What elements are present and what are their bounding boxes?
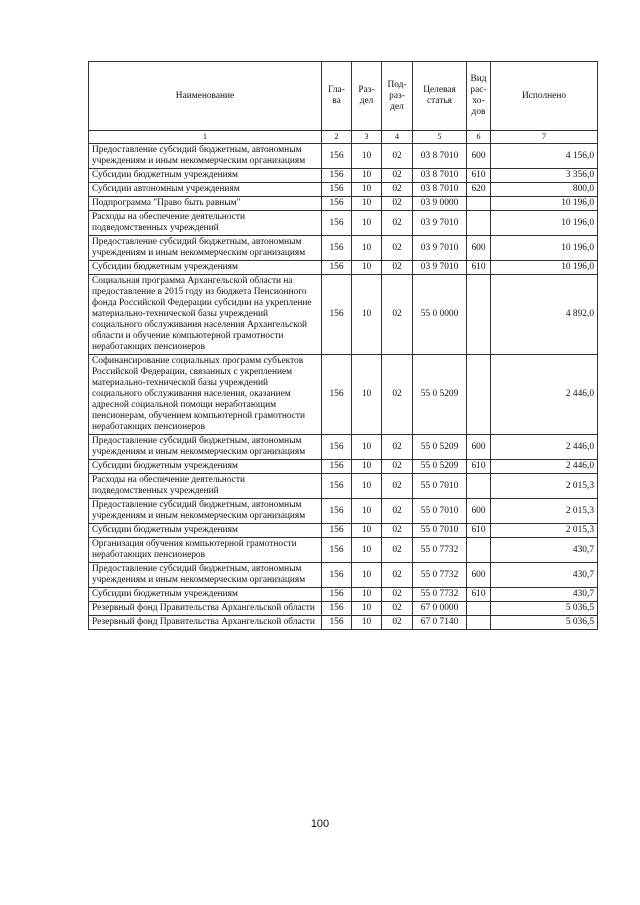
cell-name: Социальная программа Архангельской области на предоставление в 2015 году из бюджета Пенсионного фонда Российской Федерации субсидии на укрепление материально-технической базы учреждений социального обслуживания населения Архангельской области и обучение компьютерной грамотности неработающих пенсионеров [89,275,322,355]
cell-subsection: 02 [382,275,413,355]
table-row [89,144,598,169]
column-number: 6 [467,131,491,144]
header-section: Раз- дел [352,62,382,131]
cell-section: 10 [352,211,382,236]
cell-name: Резервный фонд Правительства Архангельской области [89,602,322,616]
cell-chapter: 156 [322,261,352,275]
table-row [89,460,598,474]
cell-chapter: 156 [322,616,352,630]
cell-executed: 2 446,0 [491,435,598,460]
cell-target: 55 0 5209 [413,460,467,474]
cell-subsection: 02 [382,236,413,261]
cell-subsection: 02 [382,538,413,563]
cell-target: 55 0 5209 [413,435,467,460]
cell-chapter: 156 [322,435,352,460]
cell-section: 10 [352,183,382,197]
cell-chapter: 156 [322,524,352,538]
cell-target: 03 8 7010 [413,169,467,183]
column-number: 7 [491,131,598,144]
cell-name: Предоставление субсидий бюджетным, автономным учреждениям и иным некоммерческим организациям [89,144,322,169]
table-row [89,261,598,275]
cell-subsection: 02 [382,499,413,524]
cell-expense-type: 620 [467,183,491,197]
table-body [89,144,598,630]
table-row [89,616,598,630]
cell-chapter: 156 [322,602,352,616]
cell-chapter: 156 [322,236,352,261]
cell-subsection: 02 [382,616,413,630]
cell-name: Субсидии автономным учреждениям [89,183,322,197]
cell-subsection: 02 [382,144,413,169]
cell-name: Предоставление субсидий бюджетным, автономным учреждениям и иным некоммерческим организациям [89,435,322,460]
header-subsection: Под- раз- дел [382,62,413,131]
cell-executed: 10 196,0 [491,211,598,236]
table-row [89,355,598,435]
cell-subsection: 02 [382,563,413,588]
cell-executed: 3 356,0 [491,169,598,183]
cell-expense-type: 610 [467,169,491,183]
column-number: 5 [413,131,467,144]
header-chapter: Гла- ва [322,62,352,131]
cell-expense-type: 600 [467,563,491,588]
cell-subsection: 02 [382,460,413,474]
cell-name: Субсидии бюджетным учреждениям [89,524,322,538]
cell-subsection: 02 [382,183,413,197]
cell-target: 55 0 7732 [413,563,467,588]
cell-section: 10 [352,144,382,169]
cell-name: Субсидии бюджетным учреждениям [89,169,322,183]
cell-expense-type: 610 [467,460,491,474]
cell-chapter: 156 [322,183,352,197]
cell-expense-type: 610 [467,524,491,538]
cell-subsection: 02 [382,524,413,538]
cell-target: 67 0 0000 [413,602,467,616]
cell-section: 10 [352,588,382,602]
table-row [89,236,598,261]
cell-target: 03 8 7010 [413,183,467,197]
cell-subsection: 02 [382,355,413,435]
cell-chapter: 156 [322,474,352,499]
cell-target: 55 0 7732 [413,538,467,563]
cell-subsection: 02 [382,435,413,460]
cell-expense-type [467,355,491,435]
header-expense-type: Вид рас- хо- дов [467,62,491,131]
column-number: 4 [382,131,413,144]
cell-executed: 430,7 [491,538,598,563]
cell-expense-type [467,275,491,355]
cell-chapter: 156 [322,355,352,435]
cell-executed: 4 892,0 [491,275,598,355]
cell-subsection: 02 [382,211,413,236]
column-number: 2 [322,131,352,144]
table-row [89,602,598,616]
cell-name: Предоставление субсидий бюджетным, автономным учреждениям и иным некоммерческим организациям [89,563,322,588]
cell-section: 10 [352,169,382,183]
header-row [89,62,598,131]
cell-executed: 10 196,0 [491,236,598,261]
cell-chapter: 156 [322,169,352,183]
table-row [89,169,598,183]
cell-expense-type [467,197,491,211]
cell-chapter: 156 [322,538,352,563]
cell-name: Предоставление субсидий бюджетным, автономным учреждениям и иным некоммерческим организациям [89,499,322,524]
cell-target: 03 9 7010 [413,211,467,236]
header-name: Наименование [89,62,322,131]
cell-section: 10 [352,499,382,524]
cell-name: Расходы на обеспечение деятельности подведомственных учреждений [89,474,322,499]
cell-section: 10 [352,616,382,630]
cell-name: Субсидии бюджетным учреждениям [89,460,322,474]
cell-executed: 2 015,3 [491,524,598,538]
cell-target: 03 9 7010 [413,261,467,275]
cell-target: 55 0 7732 [413,588,467,602]
table-row [89,435,598,460]
cell-chapter: 156 [322,563,352,588]
cell-target: 03 9 0000 [413,197,467,211]
table-row [89,474,598,499]
cell-subsection: 02 [382,474,413,499]
cell-expense-type: 610 [467,261,491,275]
cell-name: Подпрограмма "Право быть равным" [89,197,322,211]
cell-subsection: 02 [382,602,413,616]
cell-name: Субсидии бюджетным учреждениям [89,261,322,275]
cell-target: 55 0 7010 [413,524,467,538]
cell-expense-type: 600 [467,144,491,169]
cell-executed: 2 015,3 [491,499,598,524]
cell-executed: 5 036,5 [491,602,598,616]
cell-section: 10 [352,261,382,275]
table-row [89,211,598,236]
cell-target: 55 0 7010 [413,499,467,524]
cell-expense-type: 610 [467,588,491,602]
cell-expense-type [467,602,491,616]
cell-section: 10 [352,275,382,355]
column-number-row [89,131,598,144]
cell-chapter: 156 [322,499,352,524]
table-row [89,563,598,588]
cell-section: 10 [352,524,382,538]
cell-executed: 430,7 [491,563,598,588]
column-number: 1 [89,131,322,144]
cell-subsection: 02 [382,169,413,183]
cell-executed: 5 036,5 [491,616,598,630]
cell-expense-type: 600 [467,435,491,460]
cell-name: Организация обучения компьютерной грамотности неработающих пенсионеров [89,538,322,563]
cell-executed: 10 196,0 [491,197,598,211]
header-executed: Исполнено [491,62,598,131]
cell-executed: 4 156,0 [491,144,598,169]
cell-target: 55 0 0000 [413,275,467,355]
cell-subsection: 02 [382,588,413,602]
cell-expense-type [467,538,491,563]
cell-section: 10 [352,197,382,211]
cell-target: 03 8 7010 [413,144,467,169]
cell-section: 10 [352,236,382,261]
cell-chapter: 156 [322,460,352,474]
cell-chapter: 156 [322,197,352,211]
cell-executed: 800,0 [491,183,598,197]
cell-executed: 430,7 [491,588,598,602]
cell-expense-type: 600 [467,499,491,524]
header-target: Целевая статья [413,62,467,131]
cell-chapter: 156 [322,211,352,236]
cell-target: 03 9 7010 [413,236,467,261]
cell-section: 10 [352,355,382,435]
cell-chapter: 156 [322,144,352,169]
cell-name: Софинансирование социальных программ субъектов Российской Федерации, связанных с укреплением материально-технической базы учреждений социального обслуживания населения, оказанием адресной социальной помощи неработающим пенсионерам, обучением компьютерной грамотности неработающих пенсионеров [89,355,322,435]
cell-executed: 2 446,0 [491,460,598,474]
cell-executed: 2 446,0 [491,355,598,435]
cell-expense-type [467,474,491,499]
cell-subsection: 02 [382,261,413,275]
cell-expense-type [467,211,491,236]
cell-name: Субсидии бюджетным учреждениям [89,588,322,602]
cell-target: 55 0 5209 [413,355,467,435]
cell-target: 67 0 7140 [413,616,467,630]
column-number: 3 [352,131,382,144]
cell-name: Расходы на обеспечение деятельности подведомственных учреждений [89,211,322,236]
cell-section: 10 [352,460,382,474]
cell-section: 10 [352,474,382,499]
table-row [89,538,598,563]
cell-section: 10 [352,538,382,563]
budget-execution-table [88,61,598,630]
cell-target: 55 0 7010 [413,474,467,499]
table-row [89,524,598,538]
cell-chapter: 156 [322,588,352,602]
page-number: 100 [310,818,330,830]
table-row [89,197,598,211]
cell-executed: 2 015,3 [491,474,598,499]
table-row [89,183,598,197]
table-row [89,499,598,524]
cell-expense-type: 600 [467,236,491,261]
table-row [89,275,598,355]
cell-name: Резервный фонд Правительства Архангельской области [89,616,322,630]
cell-section: 10 [352,563,382,588]
table-row [89,588,598,602]
cell-subsection: 02 [382,197,413,211]
cell-chapter: 156 [322,275,352,355]
cell-section: 10 [352,602,382,616]
cell-name: Предоставление субсидий бюджетным, автономным учреждениям и иным некоммерческим организациям [89,236,322,261]
cell-section: 10 [352,435,382,460]
cell-expense-type [467,616,491,630]
cell-executed: 10 196,0 [491,261,598,275]
